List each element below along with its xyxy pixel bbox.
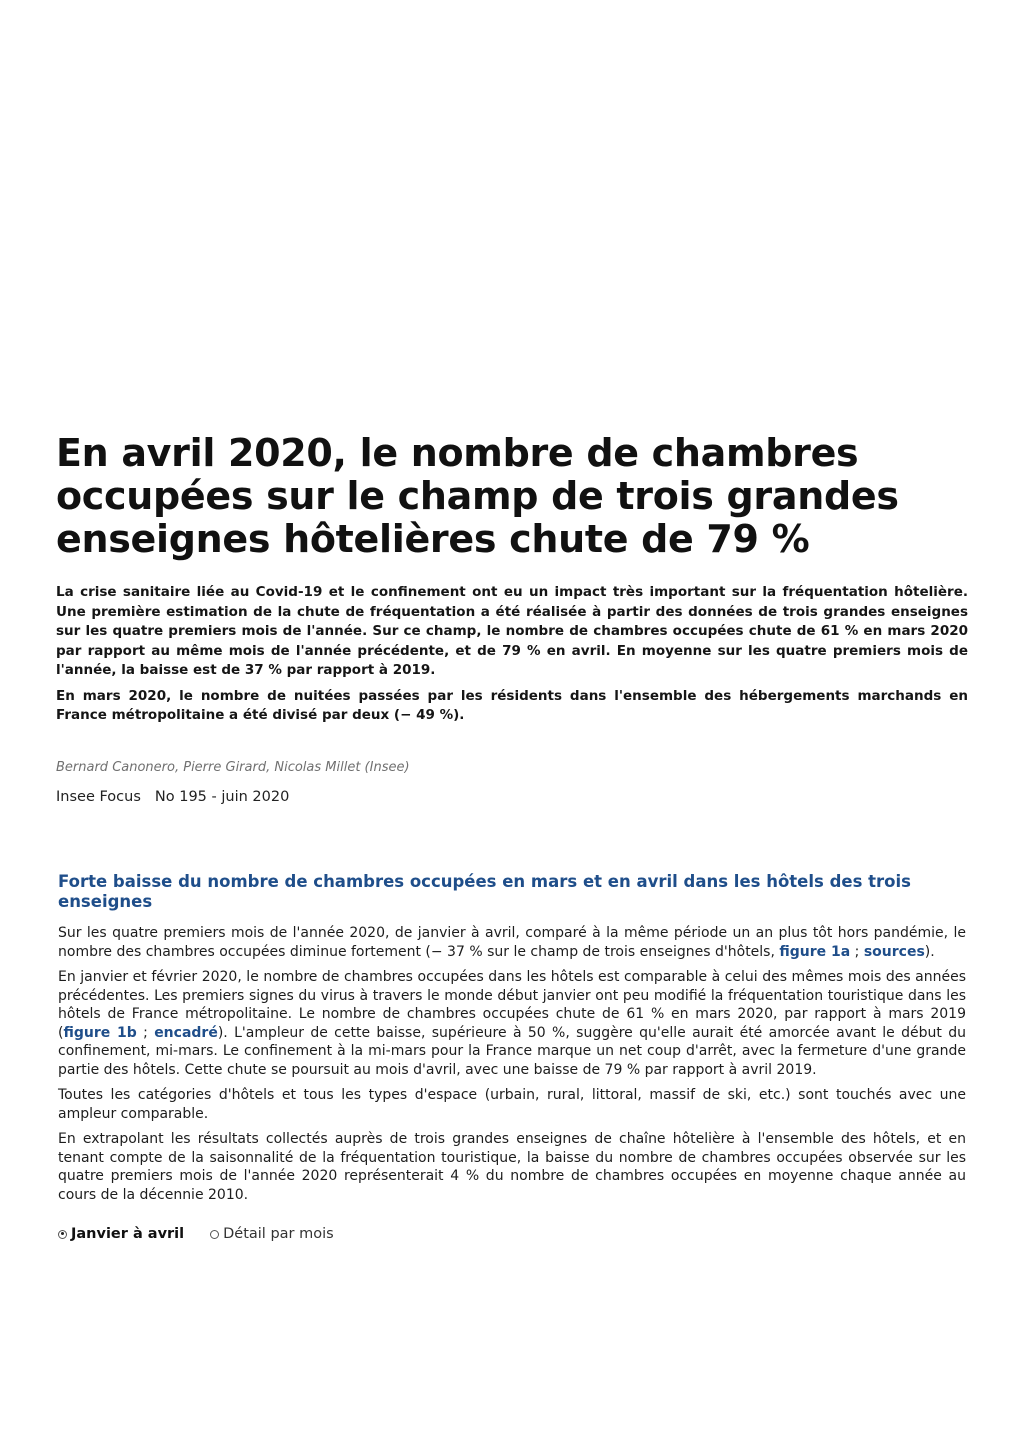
article-lead <box>56 583 968 726</box>
lead-paragraph: La crise sanitaire liée au Covid-19 et le confinement ont eu un impact très important sur la fréquentation hôtelière. Une première estimation de la chute de fréquentation a été réalisée à partir des données de trois grandes enseignes sur les quatre premiers mois de l'année. Sur ce champ, le nombre de chambres occupées chute de 61 % en mars 2020 par rapport au même mois de l'année précédente, et de 79 % en avril. En moyenne sur les quatre premiers mois de l'année, la baisse est de 37 % par rapport à 2019. <box>56 584 968 678</box>
article-header <box>56 432 968 805</box>
radio-janvier-avril[interactable] <box>58 1226 184 1242</box>
sources-link[interactable]: sources <box>863 943 925 960</box>
paragraph-text: ). L'ampleur de cette baisse, supérieure à 50 %, suggère qu'elle aurait été amorcée avant le début du confinement, mi-mars. Le confinement à la mi-mars pour la France marque un net coup d'arrêt, avec la fermeture d'une grande partie des hôtels. Cette chute se poursuit au mois d'avril, avec une baisse de 79 % par rapport à avril 2019. <box>58 1024 966 1078</box>
figure-1a-link[interactable]: figure 1a <box>779 943 851 960</box>
paragraph-text: Sur les quatre premiers mois de l'année 2020, de janvier à avril, comparé à la même période un an plus tôt hors pandémie, le nombre des chambres occupées diminue fortement (− 37 % sur le champ de trois enseignes d'hôtels, <box>58 925 966 960</box>
paragraph-text: En janvier et février 2020, le nombre de chambres occupées dans les hôtels est comparable à celui des mêmes mois des années précédentes. Les premiers signes du virus à travers le monde début janvier ont peu modifié la fréquentation touristique dans les hôtels de France métropolitaine. Le nombre de chambres occupées chute de 61 % en mars 2020, par rapport à mars 2019 ( <box>58 969 966 1041</box>
radio-unchecked-icon[interactable] <box>210 1230 219 1239</box>
body-paragraph <box>58 924 966 961</box>
publication-reference <box>56 789 968 805</box>
radio-label[interactable]: Détail par mois <box>223 1226 334 1242</box>
publication-issue: No 195 - juin 2020 <box>154 788 290 805</box>
figure-1b-link[interactable]: figure 1b <box>63 1024 137 1041</box>
radio-checked-icon[interactable] <box>58 1230 67 1239</box>
paragraph-text: ). <box>924 943 935 960</box>
body-paragraph: Toutes les catégories d'hôtels et tous les types d'espace (urbain, rural, littoral, massif de ski, etc.) sont touchés avec une ampleur comparable. <box>58 1087 966 1122</box>
separator: ; <box>850 943 864 960</box>
encadre-link[interactable]: encadré <box>154 1024 218 1041</box>
radio-label[interactable]: Janvier à avril <box>71 1226 185 1242</box>
view-selector <box>58 1226 966 1242</box>
body-paragraph <box>58 968 966 1079</box>
lead-paragraph: En mars 2020, le nombre de nuitées passées par les résidents dans l'ensemble des hébergements marchands en France métropolitaine a été divisé par deux (− 49 %). <box>56 687 968 723</box>
radio-detail-par-mois[interactable] <box>210 1226 334 1242</box>
article-section <box>58 872 966 1242</box>
publication-name: Insee Focus <box>56 788 141 805</box>
section-heading: Forte baisse du nombre de chambres occupées en mars et en avril dans les hôtels des trois enseignes <box>58 872 911 911</box>
separator: ; <box>136 1024 155 1041</box>
authors: Bernard Canonero, Pierre Girard, Nicolas Millet (Insee) <box>56 759 410 775</box>
body-paragraph: En extrapolant les résultats collectés auprès de trois grandes enseignes de chaîne hôtelière à l'ensemble des hôtels, et en tenant compte de la saisonnalité de la fréquentation touristique, la baisse du nombre de chambres occupées observée sur les quatre premiers mois de l'année 2020 représenterait 4 % du nombre de chambres occupées en moyenne chaque année au cours de la décennie 2010. <box>58 1131 966 1203</box>
page-title: En avril 2020, le nombre de chambres occupées sur le champ de trois grandes enseignes hôtelières chute de 79 % <box>56 431 899 561</box>
